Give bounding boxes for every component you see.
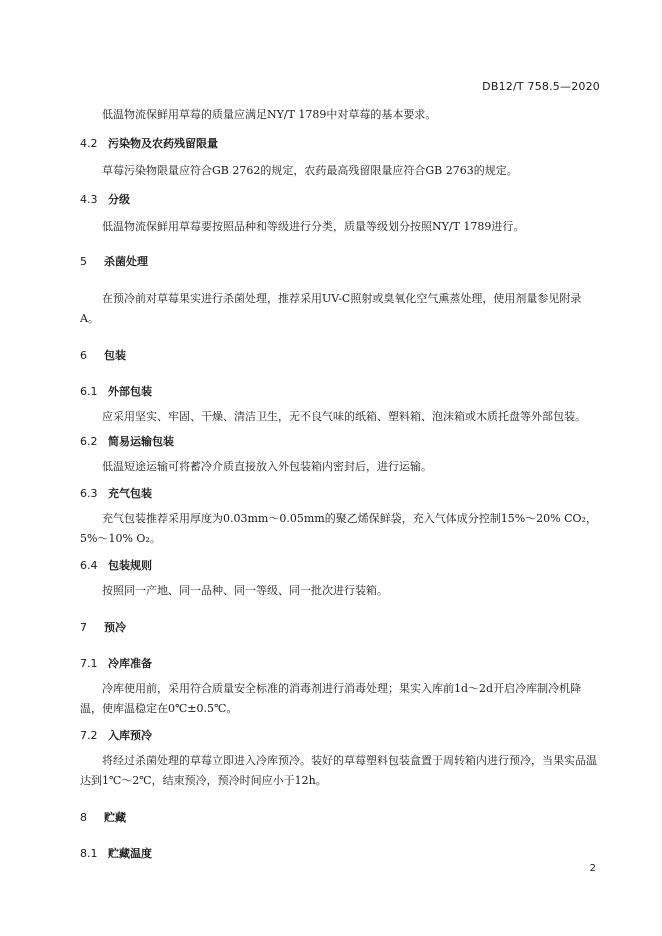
heading-4-2 (80, 135, 600, 153)
section-title: 杀菌处理 (104, 255, 148, 268)
heading-5 (80, 253, 600, 271)
section-title: 充气包装 (108, 487, 152, 500)
heading-6 (80, 347, 600, 365)
section-number: 7.2 (80, 729, 98, 742)
heading-6-1 (80, 383, 600, 401)
section-title: 包装规则 (108, 559, 152, 572)
section-title: 预冷 (104, 621, 126, 634)
heading-6-2 (80, 433, 600, 451)
section-title: 贮藏温度 (108, 847, 152, 860)
section-number: 6.4 (80, 559, 98, 572)
section-title: 贮藏 (104, 811, 126, 824)
paragraph-6-1: 应采用坚实、牢固、干燥、清洁卫生，无不良气味的纸箱、塑料箱、泡沫箱或木质托盘等外部包装。 (102, 410, 586, 423)
paragraph-4-2: 草莓污染物限量应符合GB 2762的规定，农药最高残留限量应符合GB 2763的规定。 (102, 164, 518, 177)
section-number: 4.3 (80, 193, 98, 206)
section-title: 包装 (104, 349, 126, 362)
section-number: 7.1 (80, 657, 98, 670)
section-number: 5 (80, 255, 87, 268)
page-number: 2 (589, 863, 596, 874)
heading-8 (80, 809, 600, 827)
paragraph-6-3: 充气包装推荐采用厚度为0.03mm～0.05mm的聚乙烯保鲜袋，充入气体成分控制15%～20% CO₂，5%～10% O₂。 (80, 512, 597, 545)
section-title: 污染物及农药残留限量 (108, 137, 218, 150)
section-number: 6.1 (80, 385, 98, 398)
section-number: 8 (80, 811, 87, 824)
heading-8-1 (80, 845, 600, 863)
section-number: 7 (80, 621, 87, 634)
section-title: 简易运输包装 (108, 435, 174, 448)
section-number: 6.2 (80, 435, 98, 448)
section-title: 分级 (108, 193, 130, 206)
paragraph-7-1: 冷库使用前，采用符合质量安全标准的消毒剂进行消毒处理；果实入库前1d～2d开启冷库制冷机降温，使库温稳定在0℃±0.5℃。 (80, 682, 582, 715)
section-number: 6 (80, 349, 87, 362)
section-number: 4.2 (80, 137, 98, 150)
heading-7-1 (80, 655, 600, 673)
document-code-header: DB12/T 758.5—2020 (482, 80, 600, 93)
paragraph-5: 在预冷前对草莓果实进行杀菌处理，推荐采用UV-C照射或臭氧化空气熏蒸处理，使用剂量参见附录A。 (80, 292, 582, 325)
paragraph-4-3: 低温物流保鲜用草莓要按照品种和等级进行分类，质量等级划分按照NY/T 1789进行。 (102, 220, 525, 233)
section-title: 冷库准备 (108, 657, 152, 670)
heading-6-3 (80, 485, 600, 503)
paragraph-6-4: 按照同一产地、同一品种、同一等级、同一批次进行装箱。 (102, 584, 388, 597)
paragraph-6-2: 低温短途运输可将蓄冷介质直接放入外包装箱内密封后，进行运输。 (102, 460, 432, 473)
section-title: 入库预冷 (108, 729, 152, 742)
heading-4-3 (80, 191, 600, 209)
section-title: 外部包装 (108, 385, 152, 398)
section-number: 6.3 (80, 487, 98, 500)
heading-7-2 (80, 727, 600, 745)
heading-7 (80, 619, 600, 637)
heading-6-4 (80, 557, 600, 575)
document-body (80, 105, 600, 863)
paragraph-4-1-tail: 低温物流保鲜用草莓的质量应满足NY/T 1789中对草莓的基本要求。 (102, 108, 437, 121)
section-number: 8.1 (80, 847, 98, 860)
paragraph-7-2: 将经过杀菌处理的草莓立即进入冷库预冷。装好的草莓塑料包装盒置于周转箱内进行预冷，当果实品温达到1℃～2℃，结束预冷，预冷时间应小于12h。 (80, 754, 597, 787)
